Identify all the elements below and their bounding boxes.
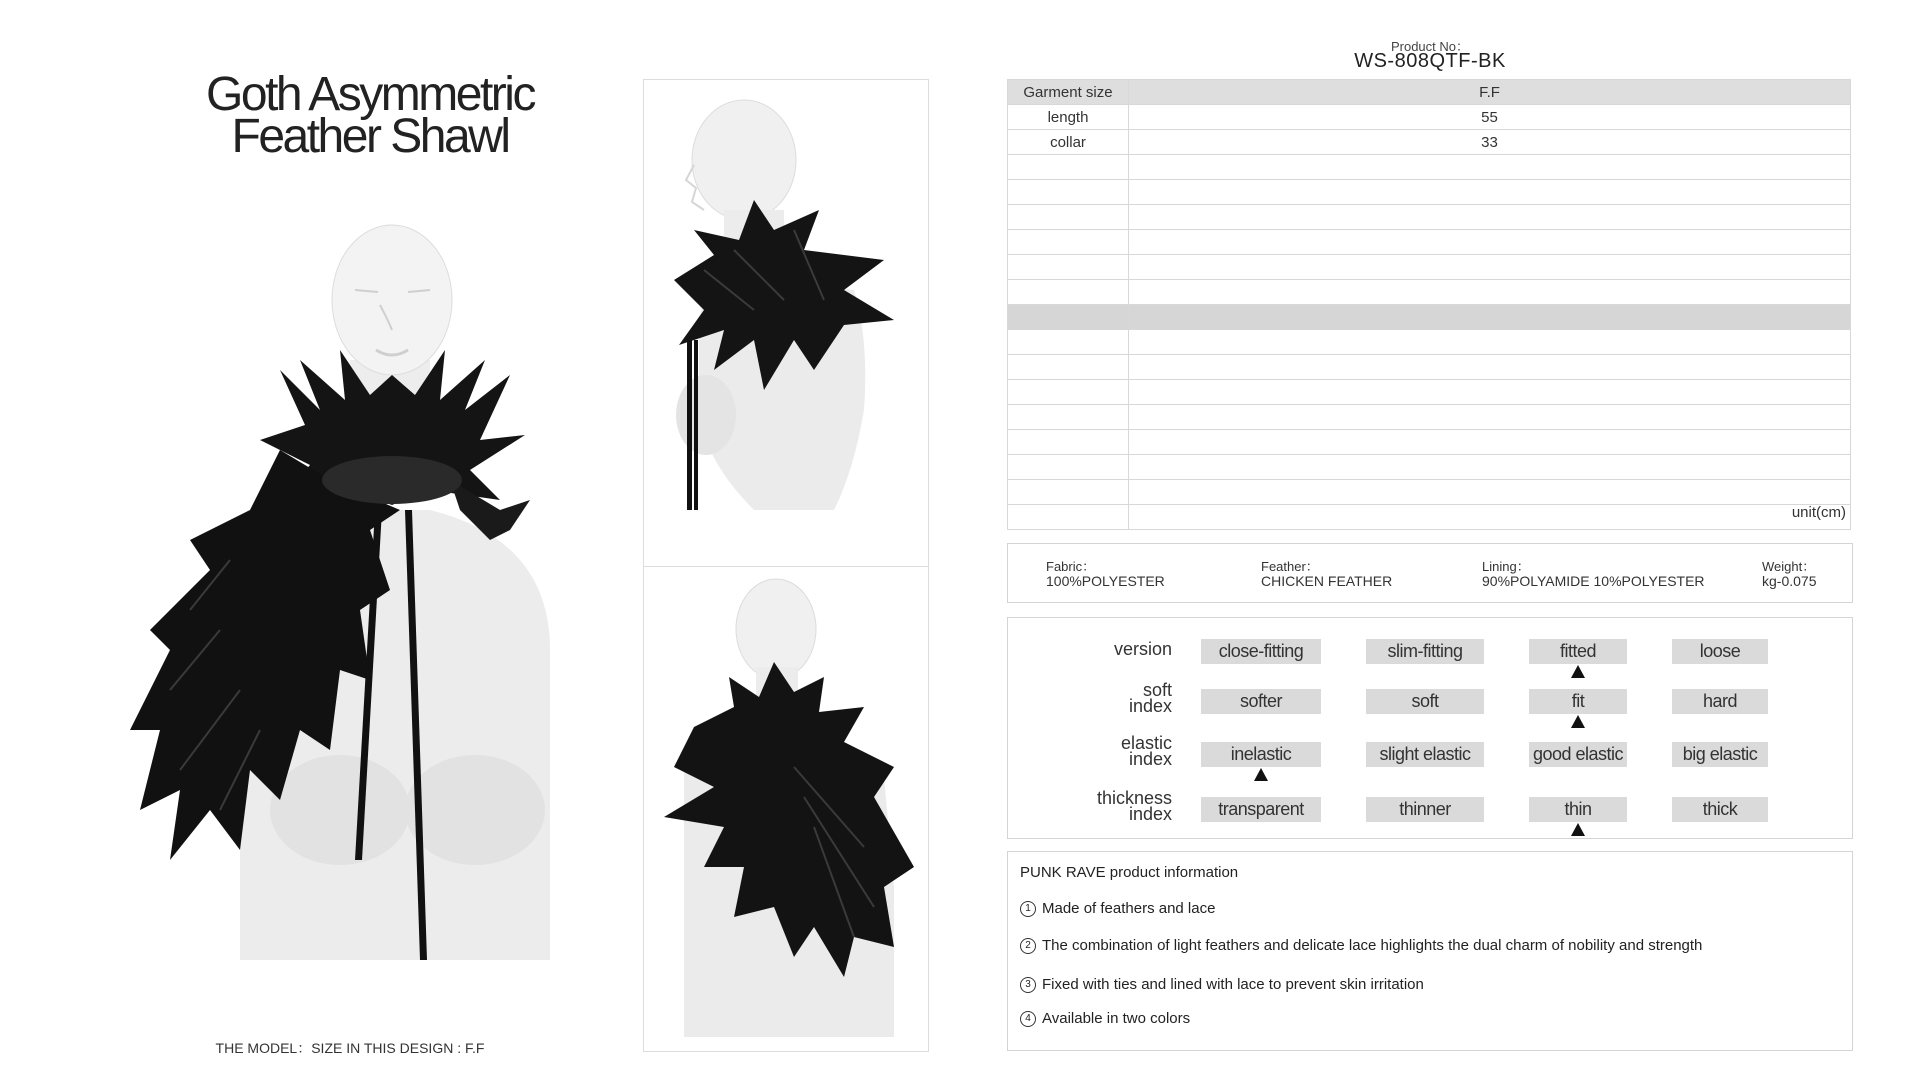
empty-cell (1008, 155, 1129, 180)
option-soft: soft (1366, 689, 1484, 714)
empty-cell (1129, 355, 1851, 380)
selected-marker-icon (1254, 768, 1268, 781)
empty-cell (1129, 455, 1851, 480)
thickness-index-label-line1: thickness (1096, 788, 1172, 808)
list-item (1020, 976, 1424, 993)
lining-item (1482, 560, 1705, 588)
size-label-cell: collar (1008, 130, 1129, 155)
info-title: PUNK RAVE product information (1020, 864, 1239, 881)
circled-number-icon: 2 (1020, 938, 1036, 954)
soft-index-label-line1: soft (1142, 680, 1172, 700)
option-softer: softer (1201, 689, 1321, 714)
thickness-index-label-line2: index (1128, 804, 1172, 824)
product-title-line1: Goth Asymmetric (206, 68, 534, 121)
empty-cell (1129, 255, 1851, 280)
size-label-cell: length (1008, 105, 1129, 130)
unit-note: unit(cm) (1791, 504, 1846, 521)
weight-item (1762, 560, 1816, 588)
empty-cell (1008, 505, 1129, 530)
table-row (1008, 355, 1851, 380)
option-transparent: transparent (1201, 797, 1321, 822)
model-size-note: THE MODEL：SIZE IN THIS DESIGN : F.F (215, 1040, 485, 1056)
thickness-index-label (1032, 790, 1172, 822)
empty-cell (1008, 205, 1129, 230)
selected-marker-icon (1571, 823, 1585, 836)
option-thick: thick (1672, 797, 1768, 822)
side-view-photo (643, 79, 929, 569)
weight-label: Weight： (1762, 559, 1816, 574)
option-loose: loose (1672, 639, 1768, 664)
size-table-header-cell: Garment size (1008, 80, 1129, 105)
table-row (1008, 230, 1851, 255)
option-fitted: fitted (1529, 639, 1627, 664)
option-inelastic: inelastic (1201, 742, 1321, 767)
table-row (1008, 455, 1851, 480)
table-row (1008, 305, 1851, 330)
table-row (1008, 280, 1851, 305)
fabric-composition-box (1007, 543, 1853, 603)
option-fit: fit (1529, 689, 1627, 714)
fabric-value: 100%POLYESTER (1046, 573, 1165, 589)
table-row (1008, 430, 1851, 455)
product-number-label: Product No： (1390, 39, 1470, 54)
product-title-line2: Feather Shawl (231, 110, 509, 163)
size-table (1007, 79, 1851, 530)
empty-cell (1008, 380, 1129, 405)
elastic-index-label-line2: index (1128, 749, 1172, 769)
table-row (1008, 105, 1851, 130)
fit-attributes-box (1007, 617, 1853, 839)
empty-cell (1129, 180, 1851, 205)
circled-number-icon: 3 (1020, 977, 1036, 993)
soft-index-label (1032, 682, 1172, 714)
table-row (1008, 255, 1851, 280)
empty-cell (1129, 280, 1851, 305)
elastic-index-row (1008, 731, 1852, 783)
option-big-elastic: big elastic (1672, 742, 1768, 767)
elastic-index-label (1032, 735, 1172, 767)
table-row (1008, 130, 1851, 155)
size-table-header-row (1008, 80, 1851, 105)
empty-cell (1008, 305, 1129, 330)
feather-item (1261, 560, 1392, 588)
empty-cell (1008, 330, 1129, 355)
side-view-image (644, 80, 928, 568)
version-label-text: version (1113, 639, 1172, 659)
size-table-header-cell: F.F (1129, 80, 1851, 105)
selected-marker-icon (1571, 665, 1585, 678)
product-information-box (1007, 851, 1853, 1051)
empty-cell (1129, 155, 1851, 180)
size-value-cell: 33 (1129, 130, 1851, 155)
lining-value: 90%POLYAMIDE 10%POLYESTER (1482, 573, 1705, 589)
table-row (1008, 480, 1851, 505)
empty-cell (1008, 355, 1129, 380)
empty-cell (1129, 205, 1851, 230)
table-row (1008, 330, 1851, 355)
back-view-photo (643, 566, 929, 1052)
option-thin: thin (1529, 797, 1627, 822)
empty-cell (1008, 480, 1129, 505)
table-row (1008, 180, 1851, 205)
list-item (1020, 1010, 1190, 1027)
version-row (1008, 628, 1852, 680)
empty-cell (1008, 255, 1129, 280)
empty-cell (1129, 480, 1851, 505)
soft-index-row (1008, 678, 1852, 730)
empty-cell (1008, 430, 1129, 455)
elastic-index-label-line1: elastic (1120, 733, 1172, 753)
table-row (1008, 405, 1851, 430)
soft-index-label-line2: index (1128, 696, 1172, 716)
table-row (1008, 205, 1851, 230)
back-view-image (644, 567, 928, 1051)
option-thinner: thinner (1366, 797, 1484, 822)
option-slim-fitting: slim-fitting (1366, 639, 1484, 664)
table-row (1008, 380, 1851, 405)
circled-number-icon: 4 (1020, 1011, 1036, 1027)
list-item (1020, 900, 1215, 917)
list-item (1020, 937, 1702, 954)
info-item-text: The combination of light feathers and delicate lace highlights the dual charm of nobility and strength (1042, 937, 1703, 954)
option-hard: hard (1672, 689, 1768, 714)
empty-cell (1008, 180, 1129, 205)
fabric-item (1046, 560, 1165, 588)
empty-cell (1008, 405, 1129, 430)
selected-marker-icon (1571, 715, 1585, 728)
empty-cell (1129, 405, 1851, 430)
thickness-index-row (1008, 786, 1852, 838)
weight-value: kg-0.075 (1762, 573, 1817, 589)
empty-cell (1008, 455, 1129, 480)
fabric-label: Fabric： (1046, 559, 1096, 574)
empty-cell (1008, 230, 1129, 255)
empty-cell (1129, 305, 1851, 330)
option-slight-elastic: slight elastic (1366, 742, 1484, 767)
info-item-text: Made of feathers and lace (1042, 900, 1216, 917)
lining-label: Lining： (1482, 559, 1530, 574)
empty-cell (1129, 380, 1851, 405)
info-item-text: Available in two colors (1042, 1010, 1191, 1027)
empty-cell (1008, 280, 1129, 305)
info-item-text: Fixed with ties and lined with lace to prevent skin irritation (1042, 976, 1424, 993)
empty-cell (1129, 330, 1851, 355)
circled-number-icon: 1 (1020, 901, 1036, 917)
option-close-fitting: close-fitting (1201, 639, 1321, 664)
empty-cell (1129, 230, 1851, 255)
product-title (170, 68, 570, 163)
main-product-photo (130, 210, 610, 960)
product-number: WS-808QTF-BK (1354, 50, 1506, 72)
feather-label: Feather： (1261, 559, 1319, 574)
size-value-cell: 55 (1129, 105, 1851, 130)
table-row (1008, 155, 1851, 180)
version-label (1032, 641, 1172, 657)
option-good-elastic: good elastic (1529, 742, 1627, 767)
feather-value: CHICKEN FEATHER (1261, 573, 1393, 589)
empty-cell (1129, 430, 1851, 455)
